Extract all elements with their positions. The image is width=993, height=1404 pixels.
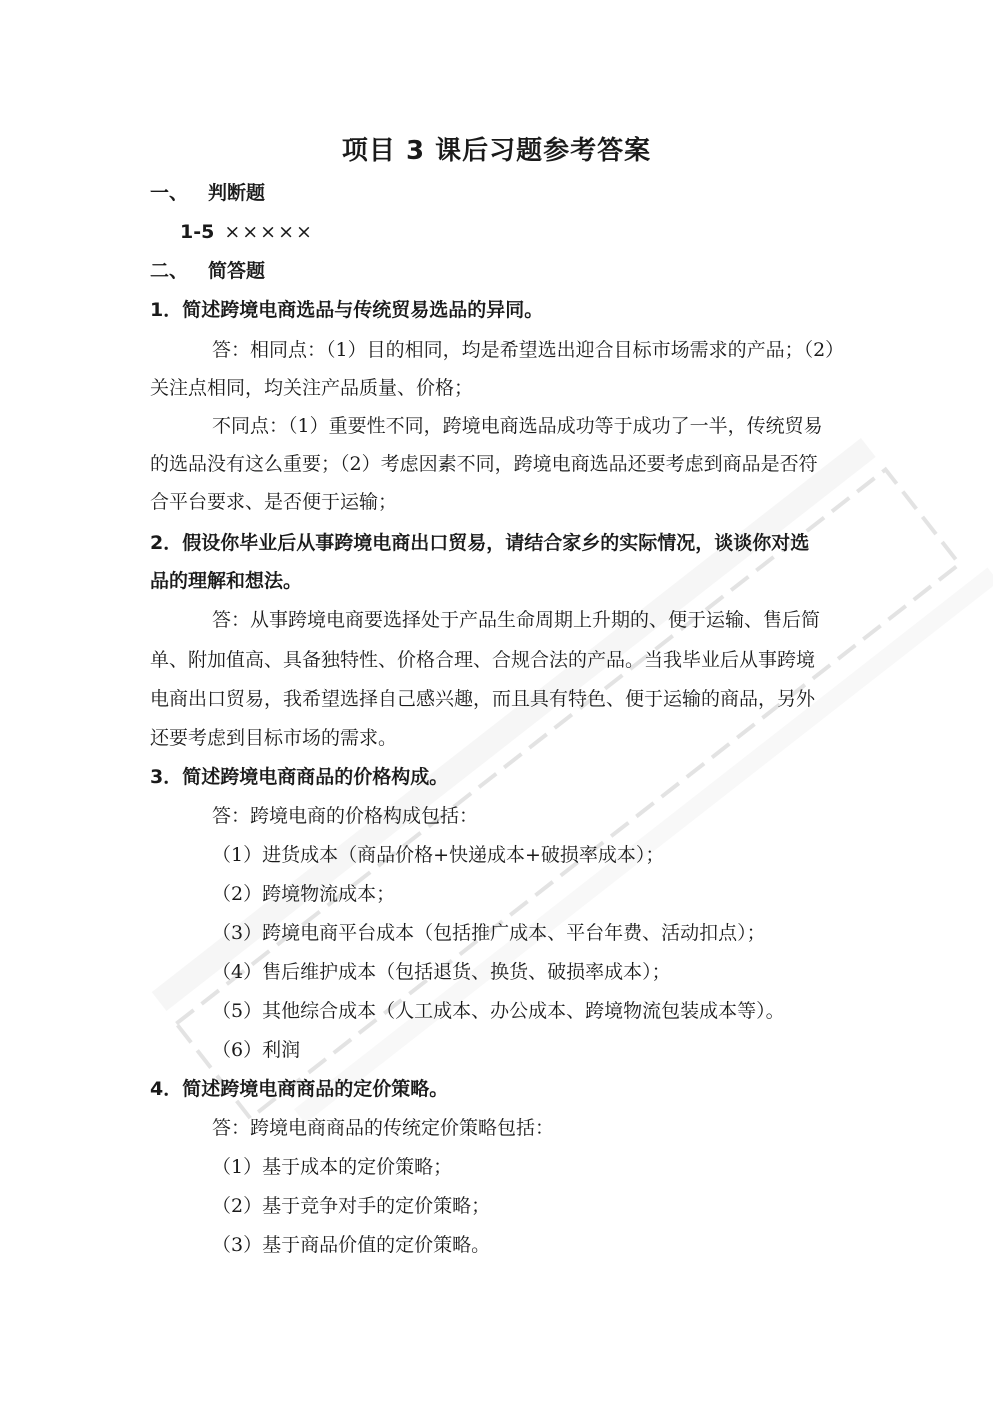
section-judge-heading [150,180,265,206]
answer-line: 合平台要求、是否便于运输； [150,491,398,513]
list-item: （1）基于成本的定价策略； [212,1156,453,1178]
answer-line: 不同点：（1）重要性不同，跨境电商选品成功等于成功了一半，传统贸易 [212,415,823,437]
section-label: 简答题 [208,260,266,282]
section-short-answer-heading [150,258,265,284]
answer-line: 答：从事跨境电商要选择处于产品生命周期上升期的、便于运输、售后简 [212,609,821,631]
question-2-title-cont: 品的理解和想法。 [150,570,303,592]
answer-line: 单、附加值高、具备独特性、价格合理、合规合法的产品。当我毕业后从事跨境 [150,649,816,671]
question-2-title: 2．假设你毕业后从事跨境电商出口贸易，请结合家乡的实际情况，谈谈你对选 [150,532,810,554]
judge-marks: ××××× [224,221,314,243]
judge-range: 1-5 [180,221,215,243]
answer-line: 的选品没有这么重要；（2）考虑因素不同，跨境电商选品还要考虑到商品是否符 [150,453,818,475]
list-item: （2）跨境物流成本； [212,883,396,905]
list-item: （3）跨境电商平台成本（包括推广成本、平台年费、活动扣点）； [212,922,766,944]
question-1-title: 1．简述跨境电商选品与传统贸易选品的异同。 [150,299,544,321]
section-number: 二、 [150,260,189,282]
judge-answers [180,219,314,245]
answer-line: 电商出口贸易，我希望选择自己感兴趣，而且具有特色、便于运输的商品，另外 [150,688,816,710]
answer-line: 关注点相同，均关注产品质量、价格； [150,377,474,399]
page-title: 项目 3 课后习题参考答案 [341,136,652,166]
list-item: （3）基于商品价值的定价策略。 [212,1234,491,1256]
answer-intro: 答：跨境电商的价格构成包括： [212,805,479,827]
question-3-title: 3．简述跨境电商商品的价格构成。 [150,766,449,788]
section-number: 一、 [150,182,189,204]
list-item: （5）其他综合成本（人工成本、办公成本、跨境物流包装成本等）。 [212,1000,785,1022]
list-item: （1）进货成本（商品价格+快递成本+破损率成本）； [212,844,665,866]
section-label: 判断题 [208,182,266,204]
question-4-title: 4．简述跨境电商商品的定价策略。 [150,1078,449,1100]
answer-line: 答：相同点：（1）目的相同，均是希望选出迎合目标市场需求的产品；（2） [212,339,845,361]
list-item: （6）利润 [212,1039,301,1061]
answer-intro: 答：跨境电商商品的传统定价策略包括： [212,1117,555,1139]
answer-line: 还要考虑到目标市场的需求。 [150,727,398,749]
list-item: （2）基于竞争对手的定价策略； [212,1195,491,1217]
list-item: （4）售后维护成本（包括退货、换货、破损率成本）； [212,961,671,983]
